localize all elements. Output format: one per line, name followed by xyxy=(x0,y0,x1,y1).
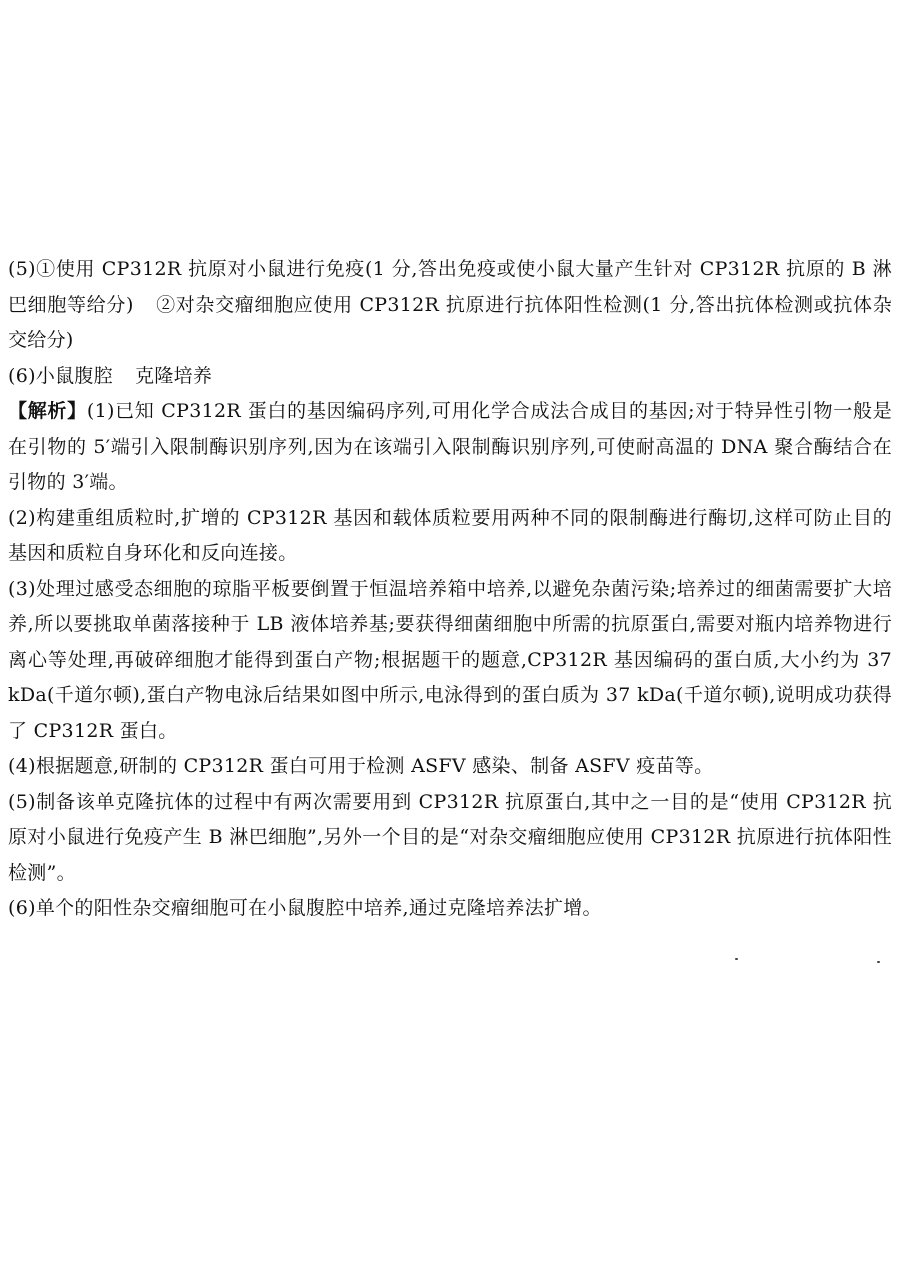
analysis-tag: 【解析】 xyxy=(8,400,87,422)
analysis-paragraph-2: (2)构建重组质粒时,扩增的 CP312R 基因和载体质粒要用两种不同的限制酶进行酶切,这样可防止目的基因和质粒自身环化和反向连接。 xyxy=(8,506,892,564)
answer-item-6-part1: 小鼠腹腔 xyxy=(35,364,114,387)
scan-speck xyxy=(735,958,738,960)
answer-item-5-part2: ②对杂交瘤细胞应使用 CP312R 抗原进行抗体阳性检测(1 分,答出抗体检测或抗体杂交给分) xyxy=(8,293,893,351)
scan-speck xyxy=(877,961,880,963)
analysis-text-1: (1)已知 CP312R 蛋白的基因编码序列,可用化学合成法合成目的基因;对于特异性引物一般是在引物的 5′端引入限制酶识别序列,因为在该端引入限制酶识别序列,可使耐高温的 DNA 聚合酶结合在引物的 3′端。 xyxy=(8,400,892,493)
analysis-paragraph-3: (3)处理过感受态细胞的琼脂平板要倒置于恒温培养箱中培养,以避免杂菌污染;培养过的细菌需要扩大培养,所以要挑取单菌落接种于 LB 液体培养基;要获得细菌细胞中所需的抗原蛋白,需要对瓶内培养物进行离心等处理,再破碎细胞才能得到蛋白产物;根据题干的题意,CP312R 基因编码的蛋白质,大小约为 37 kDa(千道尔顿),蛋白产物电泳后结果如图中所示,电泳得到的蛋白质为 37 kDa(千道尔顿),说明成功获得了 CP312R 蛋白。 xyxy=(8,577,892,742)
answer-item-6-prefix: (6) xyxy=(8,364,36,387)
analysis-paragraph-5: (5)制备该单克隆抗体的过程中有两次需要用到 CP312R 抗原蛋白,其中之一目的是“使用 CP312R 抗原对小鼠进行免疫产生 B 淋巴细胞”,另外一个目的是“对杂交瘤细胞应使用 CP312R 抗原进行抗体阳性检测”。 xyxy=(8,790,892,884)
analysis-paragraph-1 xyxy=(8,394,892,501)
analysis-paragraph-4: (4)根据题意,研制的 CP312R 蛋白可用于检测 ASFV 感染、制备 ASFV 疫苗等。 xyxy=(8,755,714,777)
answer-content xyxy=(8,252,892,927)
answer-item-6-part2: 克隆培养 xyxy=(135,364,213,387)
answer-item-5-prefix: (5) xyxy=(8,258,36,280)
answer-item-5 xyxy=(8,252,892,359)
answer-item-6 xyxy=(8,359,892,395)
analysis-paragraph-6: (6)单个的阳性杂交瘤细胞可在小鼠腹腔中培养,通过克隆培养法扩增。 xyxy=(8,897,602,919)
answer-item-5-part1: ①使用 CP312R 抗原对小鼠进行免疫(1 分,答出免疫或使小鼠大量产生针对 CP312R 抗原的 B 淋巴细胞等给分) xyxy=(8,258,892,316)
